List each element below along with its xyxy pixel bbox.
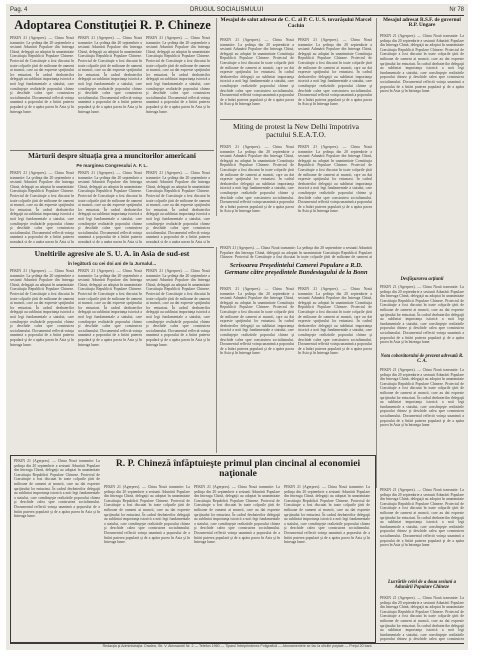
paper-title: DRUGUL SOCIALISMULUI: [190, 7, 264, 13]
headline-miting: Miting de protest la New Delhi împotriva pactului S.E.A.T.O.: [232, 122, 360, 139]
page-footer: Redacţia şi Administraţia: Oradea, Str. V. Alecsandri Nr. 2 — Telefon 1960 — Tiparul Întreprinderea Poligrafică — Abonamentele se fac la oficiile poştale — Preţul 20 bani: [102, 644, 372, 648]
issue-number: Nr 78: [449, 7, 464, 13]
article-text: PEKIN 21 (Agerpres). — China Nouă transmite: La şedinţa din 20 septembrie a sesiunii Adunării Populare din întreaga Chină, delegaţii au adoptat în unanimitate Constituţia Republicii Populare Chineze. Proiectul de Constituţie a fost discutat în toate colţurile ţării de milioane de oameni ai muncii, care au dat expresie sprijinului lor entuziast. În cadrul dezbaterilor delegaţii au subliniat importanţa istorică a noii legi fundamentale a statului, care consfinţeşte realizările poporului chinez şi deschide calea spre construirea socialismului. Documentul reflectă voinţa unanimă a poporului de a întări puterea populară şi de a apăra pacea în Asia şi în întreaga lume.: [220, 38, 294, 107]
article-text: PEKIN 21 (Agerpres). — China Nouă transmite: La şedinţa din 20 septembrie a sesiunii Adunării Populare din întreaga Chină, delegaţii au adoptat în unanimitate Constituţia Republicii Populare Chineze. Proiectul de Constituţie a fost discutat în toate colţurile ţării de milioane de oameni ai muncii, care au dat expresie sprijinului lor entuziast. În cadrul dezbaterilor delegaţii au subliniat importanţa istorică a noii legi fundamentale a statului, care consfinţeşte realizările poporului chinez şi deschide calea spre construirea socialismului. Documentul reflectă voinţa unanimă a poporului de a întări puterea populară şi de a apăra pacea în Asia şi în întreaga lume.: [10, 36, 74, 114]
section-rule: [220, 119, 372, 120]
article-text: PEKIN 21 (Agerpres). — China Nouă transmite: La şedinţa din 20 septembrie a sesiunii Adunării Populare din întreaga Chină, delegaţii au adoptat în unanimitate Constituţia Republicii Populare Chineze. Proiectul de Constituţie a fost discutat în toate colţurile ţării de milioane de oameni ai muncii, care au dat expresie sprijinului lor entuziast. În cadrul dezbaterilor delegaţii au subliniat importanţa istorică a noii legi fundamentale a statului, care consfinţeşte realizările poporului chinez şi deschide calea spre construirea socialismului. Documentul reflectă voinţa unanimă a poporului de a întări puterea populară şi de a apăra pacea în Asia şi în întreaga lume.: [104, 485, 190, 545]
subheadline-uneltiri: în legătură cu cei doi ani de la Jurnalul...: [67, 261, 157, 266]
article-text: PEKIN 21 (Agerpres). — China Nouă transmite: La şedinţa din 20 septembrie a sesiunii Adunării Populare din întreaga Chină, delegaţii au adoptat în unanimitate Constituţia Republicii Populare Chineze. Proiectul de Constituţie a fost discutat în toate colţurile ţării de milioane de oameni ai muncii, care au dat expresie sprijinului lor entuziast. În cadrul dezbaterilor delegaţii au subliniat importanţa istorică a noii legi fundamentale a statului, care consfinţeşte realizările poporului chinez şi deschide calea spre construirea socialismului. Documentul reflectă voinţa unanimă a poporului de a întări puterea populară şi de a apăra pacea în Asia şi în: [10, 171, 74, 243]
article-text: PEKIN 21 (Agerpres). — China Nouă transmite: La şedinţa din 20 septembrie a sesiunii Adunării Populare din întreaga Chină, delegaţii au adoptat în unanimitate Constituţia Republicii Populare Chineze. Proiectul de Constituţie a fost discutat în toate colţurile ţării de milioane de oameni ai muncii, care au dat expresie sprijinului lor entuziast. În cadrul dezbaterilor delegaţii au subliniat importanţa istorică a noii legi fundamentale a statului, care consfinţeşte realizările poporului chinez şi deschide calea spre construirea socialismului. Documentul reflectă voinţa unanimă a poporului de a întări puterea populară şi de a apăra pacea în Asia şi în: [78, 171, 142, 243]
article-text: PEKIN 21 (Agerpres). — China Nouă transmite: La şedinţa din 20 septembrie a sesiunii Adunării Populare din întreaga Chină, delegaţii au adoptat în unanimitate Constituţia Republicii Populare Chineze. Proiectul de Constituţie a fost discutat în toate colţurile ţării de milioane de oameni ai: [220, 246, 372, 260]
article-text: PEKIN 21 (Agerpres). — China Nouă transmite: La şedinţa din 20 septembrie a sesiunii Adunării Populare din întreaga Chină, delegaţii au adoptat în unanimitate Constituţia Republicii Populare Chineze. Proiectul de Constituţie a fost discutat în toate colţurile ţării de milioane de oameni ai muncii, care au dat expresie sprijinului lor entuziast. În cadrul dezbaterilor delegaţii au subliniat importanţa istorică a noii legi fundamentale a statului, care consfinţeşte realizările poporului chinez şi deschide calea spre construirea socialismului. Documentul reflectă voinţa unanimă a poporului de a întări puterea populară şi de a apăra pacea în Asia şi în întreaga lume.: [380, 488, 464, 548]
column-rule: [376, 18, 377, 488]
headline-mesaj-ungaria: Mesajul adresat R.S.F. de guvernul R.P. Ungare: [383, 17, 461, 29]
headline-nota: Nota coborâtorului de prezent adresată R. C. A.: [380, 354, 464, 365]
headline-desfasurarea: Desfăşurarea acţiunii: [400, 277, 444, 282]
section-rule: [10, 150, 214, 151]
article-text: PEKIN 21 (Agerpres). — China Nouă transmite: La şedinţa din 20 septembrie a sesiunii Adunării Populare din întreaga Chină, delegaţii au adoptat în unanimitate Constituţia Republicii Populare Chineze. Proiectul de Constituţie a fost discutat în toate colţurile ţării de milioane de oameni ai muncii, care au dat expresie sprijinului lor entuziast. În cadrul dezbaterilor delegaţii au subliniat importanţa istorică a noii legi fundamentale a statului, care consfinţeşte realizările poporului chinez şi deschide calea spre construirea socialismului. Documentul reflectă voinţa unanimă a poporului de a întări puterea populară şi de a apăra pacea în Asia şi în întreaga lume.: [78, 36, 142, 114]
article-text: PEKIN 21 (Agerpres). — China Nouă transmite: La şedinţa din 20 septembrie a sesiunii Adunării Populare din întreaga Chină, delegaţii au adoptat în unanimitate Constituţia Republicii Populare Chineze. Proiectul de Constituţie a fost discutat în toate colţurile ţării de milioane de oameni ai muncii, care au dat expresie sprijinului lor entuziast. În cadrul dezbaterilor delegaţii au subliniat importanţa istorică a noii legi fundamentale a statului, care consfinţeşte realizările poporului chinez şi deschide calea spre construirea socialismului. Documentul reflectă voinţa unanimă a poporului de a întări puterea populară şi de a apăra pacea în Asia şi în întreaga lume.: [10, 269, 74, 347]
subheadline-martorii: Pe marginea Congresului A. F. L.: [76, 163, 148, 168]
article-text: PEKIN 21 (Agerpres). — China Nouă transmite: La şedinţa din 20 septembrie a sesiunii Adunării Populare din întreaga Chină, delegaţii au adoptat în unanimitate Constituţia Republicii Populare Chineze. Proiectul de Constituţie a fost discutat în toate colţurile ţării de milioane de oameni ai muncii, care au dat expresie sprijinului lor entuziast. În cadrul dezbaterilor delegaţii au subliniat importanţa istorică a noii legi fundamentale a statului, care consfinţeşte realizările poporului chinez şi deschide calea spre construirea socialismului. Documentul reflectă voinţa unanimă a poporului de a întări puterea populară şi de a apăra pacea în Asia şi în întreaga lume.: [380, 368, 464, 428]
article-text: PEKIN 21 (Agerpres). — China Nouă transmite: La şedinţa din 20 septembrie a sesiunii Adunării Populare din întreaga Chină, delegaţii au adoptat în unanimitate Constituţia Republicii Populare Chineze. Proiectul de Constituţie a fost discutat în toate colţurile ţării de milioane de oameni ai muncii, care au dat expresie sprijinului lor entuziast. În cadrul dezbaterilor delegaţii au subliniat importanţa istorică a noii legi fundamentale a statului, care consfinţeşte realizările poporului chinez şi deschide calea spre construirea socialismului. Documentul reflectă voinţa unanimă a poporului de a întări puterea populară şi de a apăra pacea în Asia şi în întreaga lume.: [220, 287, 294, 356]
article-text: PEKIN 21 (Agerpres). — China Nouă transmite: La şedinţa din 20 septembrie a sesiunii Adunării Populare din întreaga Chină, delegaţii au adoptat în unanimitate Constituţia Republicii Populare Chineze. Proiectul de Constituţie a fost discutat în toate colţurile ţării de milioane de oameni ai muncii, care au dat expresie sprijinului lor entuziast. În cadrul dezbaterilor delegaţii au subliniat importanţa istorică a noii legi fundamentale a statului, care consfinţeşte realizările poporului chinez şi deschide calea spre construirea socialismului. Documentul reflectă voinţa unanimă a poporului de a întări puterea populară şi de a apăra pacea în Asia şi în întreaga lume.: [284, 485, 370, 545]
page-number: Pag. 4: [10, 7, 28, 13]
headline-bottom: R. P. Chineză înfăptuieşte primul plan cincinal al economiei naţionale: [115, 458, 361, 480]
article-text: PEKIN 21 (Agerpres). — China Nouă transmite: La şedinţa din 20 septembrie a sesiunii Adunării Populare din întreaga Chină, delegaţii au adoptat în unanimitate Constituţia Republicii Populare Chineze. Proiectul de Constituţie a fost discutat în toate colţurile ţării de milioane de oameni ai muncii, care au dat expresie sprijinului lor entuziast. În cadrul dezbaterilor delegaţii au subliniat importanţa istorică a noii legi fundamentale a statului, care consfinţeşte realizările poporului chinez şi deschide calea spre construirea socialismului. Documentul reflectă voinţa unanimă a poporului de a întări puterea populară şi de a apăra pacea în Asia şi în: [146, 171, 210, 243]
article-text: PEKIN 21 (Agerpres). — China Nouă transmite: La şedinţa din 20 septembrie a sesiunii Adunării Populare din întreaga Chină, delegaţii au adoptat în unanimitate Constituţia Republicii Populare Chineze. Proiectul de Constituţie a fost discutat în toate colţurile ţării de milioane de oameni ai muncii, care au dat expresie sprijinului lor entuziast. În cadrul dezbaterilor delegaţii au subliniat importanţa istorică a noii legi fundamentale a statului, care consfinţeşte realizările poporului chinez şi deschide calea spre construirea socialismului. Documentul reflectă voinţa unanimă a poporului de a întări puterea populară şi de a apăra pacea în Asia şi în întreaga lume.: [380, 34, 464, 94]
article-text: PEKIN 21 (Agerpres). — China Nouă transmite: La şedinţa din 20 septembrie a sesiunii Adunării Populare din întreaga Chină, delegaţii au adoptat în unanimitate Constituţia Republicii Populare Chineze. Proiectul de Constituţie a fost discutat în toate colţurile ţării de milioane de oameni ai muncii, care au dat expresie sprijinului lor entuziast. În cadrul dezbaterilor delegaţii au subliniat importanţa istorică a noii legi fundamentale a statului, care consfinţeşte realizările poporului chinez şi deschide calea spre construirea: [380, 596, 464, 641]
headline-scrisoarea: Scrisoarea Preşedintelui Camerei Populare a R.D. Germane către preşedintele Bundestagului de la Bonn: [224, 262, 368, 276]
headline-mesaj-cc: Mesajul de salut adresat de C. C. al P. C. U. S. tovarăşului Marcel Cachin: [220, 17, 372, 29]
column-rule: [216, 18, 217, 216]
column-rule: [216, 247, 217, 453]
article-text: PEKIN 21 (Agerpres). — China Nouă transmite: La şedinţa din 20 septembrie a sesiunii Adunării Populare din întreaga Chină, delegaţii au adoptat în unanimitate Constituţia Republicii Populare Chineze. Proiectul de Constituţie a fost discutat în toate colţurile ţării de milioane de oameni ai muncii, care au dat expresie sprijinului lor entuziast. În cadrul dezbaterilor delegaţii au subliniat importanţa istorică a noii legi fundamentale a statului, care consfinţeşte realizările poporului chinez şi deschide calea spre construirea socialismului. Documentul reflectă voinţa unanimă a poporului de a întări puterea populară şi de a apăra pacea în Asia şi în întreaga lume.: [298, 145, 372, 214]
section-rule: [10, 247, 214, 248]
main-headline: Adoptarea Constituţiei R. P. Chineze: [14, 18, 211, 32]
article-text: PEKIN 21 (Agerpres). — China Nouă transmite: La şedinţa din 20 septembrie a sesiunii Adunării Populare din întreaga Chină, delegaţii au adoptat în unanimitate Constituţia Republicii Populare Chineze. Proiectul de Constituţie a fost discutat în toate colţurile ţării de milioane de oameni ai muncii, care au dat expresie sprijinului lor entuziast. În cadrul dezbaterilor delegaţii au subliniat importanţa istorică a noii legi fundamentale a statului, care consfinţeşte realizările poporului chinez şi deschide calea spre construirea socialismului. Documentul reflectă voinţa unanimă a poporului de a întări puterea populară şi de a apăra pacea în Asia şi în întreaga lume.: [78, 269, 142, 347]
article-text: PEKIN 21 (Agerpres). — China Nouă transmite: La şedinţa din 20 septembrie a sesiunii Adunării Populare din întreaga Chină, delegaţii au adoptat în unanimitate Constituţia Republicii Populare Chineze. Proiectul de Constituţie a fost discutat în toate colţurile ţării de milioane de oameni ai muncii, care au dat expresie sprijinului lor entuziast. În cadrul dezbaterilor delegaţii au subliniat importanţa istorică a noii legi fundamentale a statului, care consfinţeşte realizările poporului chinez şi deschide calea spre construirea socialismului. Documentul reflectă voinţa unanimă a poporului de a întări puterea populară şi de a apăra pacea în Asia şi în întreaga lume.: [146, 36, 210, 114]
article-text: PEKIN 21 (Agerpres). — China Nouă transmite: La şedinţa din 20 septembrie a sesiunii Adunării Populare din întreaga Chină, delegaţii au adoptat în unanimitate Constituţia Republicii Populare Chineze. Proiectul de Constituţie a fost discutat în toate colţurile ţării de milioane de oameni ai muncii, care au dat expresie sprijinului lor entuziast. În cadrul dezbaterilor delegaţii au subliniat importanţa istorică a noii legi fundamentale a statului, care consfinţeşte realizările poporului chinez şi deschide calea spre construirea socialismului. Documentul reflectă voinţa unanimă a poporului de a întări puterea populară şi de a apăra pacea în Asia şi în întreaga lume.: [14, 459, 100, 519]
article-text: PEKIN 21 (Agerpres). — China Nouă transmite: La şedinţa din 20 septembrie a sesiunii Adunării Populare din întreaga Chină, delegaţii au adoptat în unanimitate Constituţia Republicii Populare Chineze. Proiectul de Constituţie a fost discutat în toate colţurile ţării de milioane de oameni ai muncii, care au dat expresie sprijinului lor entuziast. În cadrul dezbaterilor delegaţii au subliniat importanţa istorică a noii legi fundamentale a statului, care consfinţeşte realizările poporului chinez şi deschide calea spre construirea socialismului. Documentul reflectă voinţa unanimă a poporului de a întări puterea populară şi de a apăra pacea în Asia şi în întreaga lume.: [220, 145, 294, 214]
article-text: PEKIN 21 (Agerpres). — China Nouă transmite: La şedinţa din 20 septembrie a sesiunii Adunării Populare din întreaga Chină, delegaţii au adoptat în unanimitate Constituţia Republicii Populare Chineze. Proiectul de Constituţie a fost discutat în toate colţurile ţării de milioane de oameni ai muncii, care au dat expresie sprijinului lor entuziast. În cadrul dezbaterilor delegaţii au subliniat importanţa istorică a noii legi fundamentale a statului, care consfinţeşte realizările poporului chinez şi deschide calea spre construirea socialismului. Documentul reflectă voinţa unanimă a poporului de a întări puterea populară şi de a apăra pacea în Asia şi în întreaga lume.: [380, 285, 464, 345]
headline-lucrarile: Lucrările celei de a doua sesiuni a Adunării Populare Chineze: [388, 580, 456, 591]
article-text: PEKIN 21 (Agerpres). — China Nouă transmite: La şedinţa din 20 septembrie a sesiunii Adunării Populare din întreaga Chină, delegaţii au adoptat în unanimitate Constituţia Republicii Populare Chineze. Proiectul de Constituţie a fost discutat în toate colţurile ţării de milioane de oameni ai muncii, care au dat expresie sprijinului lor entuziast. În cadrul dezbaterilor delegaţii au subliniat importanţa istorică a noii legi fundamentale a statului, care consfinţeşte realizările poporului chinez şi deschide calea spre construirea socialismului. Documentul reflectă voinţa unanimă a poporului de a întări puterea populară şi de a apăra pacea în Asia şi în întreaga lume.: [298, 38, 372, 107]
header-rule: [10, 15, 464, 16]
article-text: PEKIN 21 (Agerpres). — China Nouă transmite: La şedinţa din 20 septembrie a sesiunii Adunării Populare din întreaga Chină, delegaţii au adoptat în unanimitate Constituţia Republicii Populare Chineze. Proiectul de Constituţie a fost discutat în toate colţurile ţării de milioane de oameni ai muncii, care au dat expresie sprijinului lor entuziast. În cadrul dezbaterilor delegaţii au subliniat importanţa istorică a noii legi fundamentale a statului, care consfinţeşte realizările poporului chinez şi deschide calea spre construirea socialismului. Documentul reflectă voinţa unanimă a poporului de a întări puterea populară şi de a apăra pacea în Asia şi în întreaga lume.: [194, 485, 280, 545]
newspaper-page: [6, 4, 468, 650]
headline-uneltiri: Uneltirile agresive ale S. U. A. în Asia de sud-est: [34, 249, 190, 258]
article-text: PEKIN 21 (Agerpres). — China Nouă transmite: La şedinţa din 20 septembrie a sesiunii Adunării Populare din întreaga Chină, delegaţii au adoptat în unanimitate Constituţia Republicii Populare Chineze. Proiectul de Constituţie a fost discutat în toate colţurile ţării de milioane de oameni ai muncii, care au dat expresie sprijinului lor entuziast. În cadrul dezbaterilor delegaţii au subliniat importanţa istorică a noii legi fundamentale a statului, care consfinţeşte realizările poporului chinez şi deschide calea spre construirea socialismului. Documentul reflectă voinţa unanimă a poporului de a întări puterea populară şi de a apăra pacea în Asia şi în întreaga lume.: [298, 287, 372, 356]
headline-martorii: Mărturii despre situaţia grea a muncitorilor americani: [28, 152, 196, 160]
article-text: PEKIN 21 (Agerpres). — China Nouă transmite: La şedinţa din 20 septembrie a sesiunii Adunării Populare din întreaga Chină, delegaţii au adoptat în unanimitate Constituţia Republicii Populare Chineze. Proiectul de Constituţie a fost discutat în toate colţurile ţării de milioane de oameni ai muncii, care au dat expresie sprijinului lor entuziast. În cadrul dezbaterilor delegaţii au subliniat importanţa istorică a noii legi fundamentale a statului, care consfinţeşte realizările poporului chinez şi deschide calea spre construirea socialismului. Documentul reflectă voinţa unanimă a poporului de a întări puterea populară şi de a apăra pacea în Asia şi în întreaga lume.: [146, 269, 210, 347]
